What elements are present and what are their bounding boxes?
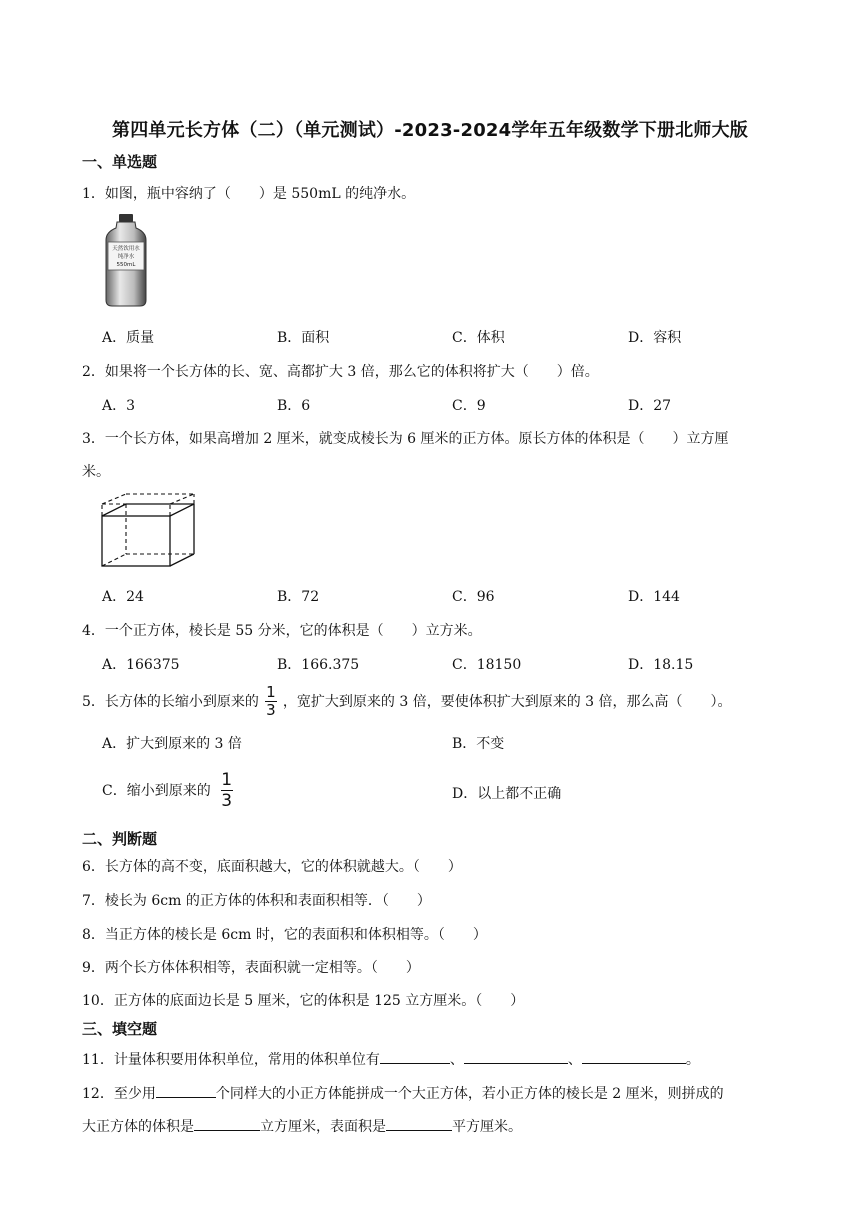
fraction-numerator: 1 (266, 682, 276, 701)
cuboid-diagram (98, 490, 200, 570)
question-1-option-d[interactable]: D．容积 (628, 330, 682, 346)
bottle-label-line-1: 天然饮用水 (112, 246, 140, 252)
question-3-option-b[interactable]: B．72 (277, 589, 320, 605)
option-c-fraction-numerator: 1 (221, 769, 233, 790)
question-2-option-d[interactable]: D．27 (628, 398, 672, 414)
question-3-option-a[interactable]: A．24 (102, 589, 144, 605)
question-4-option-c[interactable]: C．18150 (452, 657, 522, 673)
bottle-label-line-2: 纯净水 (117, 254, 135, 260)
question-4-option-a[interactable]: A．166375 (102, 657, 180, 673)
question-5-text-part-b: ，宽扩大到原来的 3 倍，要使体积扩大到原来的 3 倍，那么高（ ）。 (282, 694, 732, 710)
answer-blank-11b[interactable] (464, 1049, 568, 1064)
question-4-option-b[interactable]: B．166.375 (277, 657, 360, 673)
question-12-part-b: 个同样大的小正方体能拼成一个大正方体，若小正方体的棱长是 2 厘米，则拼成的 (215, 1086, 724, 1102)
question-11-end: 。 (685, 1052, 700, 1068)
answer-blank-12a[interactable] (156, 1083, 216, 1098)
question-11-separator-2: 、 (567, 1052, 582, 1068)
question-12-line-2 (82, 1116, 522, 1136)
option-c-fraction (221, 770, 233, 811)
question-12-part-e: 平方厘米。 (452, 1119, 522, 1135)
question-10-text: 10．正方体的底面边长是 5 厘米，它的体积是 125 立方厘米。（ ） (82, 993, 525, 1009)
fraction-denominator: 3 (266, 700, 276, 719)
option-c-fraction-denominator: 3 (221, 790, 233, 811)
question-7-text: 7．棱长为 6cm 的正方体的体积和表面积相等．（ ） (82, 893, 431, 909)
section-heading-true-false: 二、判断题 (82, 830, 158, 848)
question-3-text-line-2: 米。 (82, 464, 110, 480)
question-11-separator-1: 、 (449, 1052, 464, 1068)
question-12-part-d: 立方厘米，表面积是 (260, 1119, 386, 1135)
question-2-option-c[interactable]: C．9 (452, 398, 486, 414)
question-5-option-a[interactable]: A．扩大到原来的 3 倍 (102, 736, 242, 752)
question-3-text-line-1: 3．一个长方体，如果高增加 2 厘米，就变成棱长为 6 厘米的正方体。原长方体的体积是（ ）立方厘 (82, 431, 729, 447)
question-9-text: 9．两个长方体体积相等，表面积就一定相等。（ ） (82, 960, 420, 976)
fraction-one-third (265, 684, 277, 719)
question-1-option-b[interactable]: B．面积 (277, 330, 330, 346)
question-2-text: 2．如果将一个长方体的长、宽、高都扩大 3 倍，那么它的体积将扩大（ ）倍。 (82, 364, 599, 380)
section-heading-fill-blank: 三、填空题 (82, 1020, 158, 1038)
question-5-text (82, 680, 732, 722)
question-3-option-d[interactable]: D．144 (628, 589, 680, 605)
question-5-text-part-a: 5．长方体的长缩小到原来的 (82, 694, 259, 710)
question-5-option-b[interactable]: B．不变 (452, 736, 505, 752)
question-11-prompt: 11．计量体积要用体积单位，常用的体积单位有 (82, 1052, 380, 1068)
question-4-text: 4．一个正方体，棱长是 55 分米，它的体积是（ ）立方米。 (82, 623, 482, 639)
page-title: 第四单元长方体（二）（单元测试）-2023-2024学年五年级数学下册北师大版 (112, 120, 748, 141)
answer-blank-11c[interactable] (582, 1049, 686, 1064)
question-12-part-a: 12．至少用 (82, 1086, 156, 1102)
question-2-option-b[interactable]: B．6 (277, 398, 311, 414)
water-bottle-image (100, 212, 152, 308)
question-4-option-d[interactable]: D．18.15 (628, 657, 694, 673)
answer-blank-12b[interactable] (194, 1116, 260, 1131)
bottle-label-line-3: 550mL (116, 262, 136, 268)
question-5-option-c[interactable] (102, 768, 239, 812)
question-1-option-a[interactable]: A．质量 (102, 330, 155, 346)
question-6-text: 6．长方体的高不变，底面积越大，它的体积就越大。（ ） (82, 859, 462, 875)
question-8-text: 8．当正方体的棱长是 6cm 时，它的表面积和体积相等。（ ） (82, 927, 487, 943)
question-12-part-c: 大正方体的体积是 (82, 1119, 194, 1135)
question-2-option-a[interactable]: A．3 (102, 398, 136, 414)
question-5-option-c-label: C．缩小到原来的 (102, 783, 211, 799)
question-3-option-c[interactable]: C．96 (452, 589, 495, 605)
answer-blank-12c[interactable] (386, 1116, 452, 1131)
question-5-option-d[interactable]: D．以上都不正确 (452, 786, 562, 802)
question-1-text: 1．如图，瓶中容纳了（ ）是 550mL 的纯净水。 (82, 186, 416, 202)
question-1-option-c[interactable]: C．体积 (452, 330, 505, 346)
question-11-text (82, 1049, 700, 1069)
question-12-line-1 (82, 1083, 724, 1103)
section-heading-single-choice: 一、单选题 (82, 153, 158, 171)
answer-blank-11a[interactable] (380, 1049, 450, 1064)
